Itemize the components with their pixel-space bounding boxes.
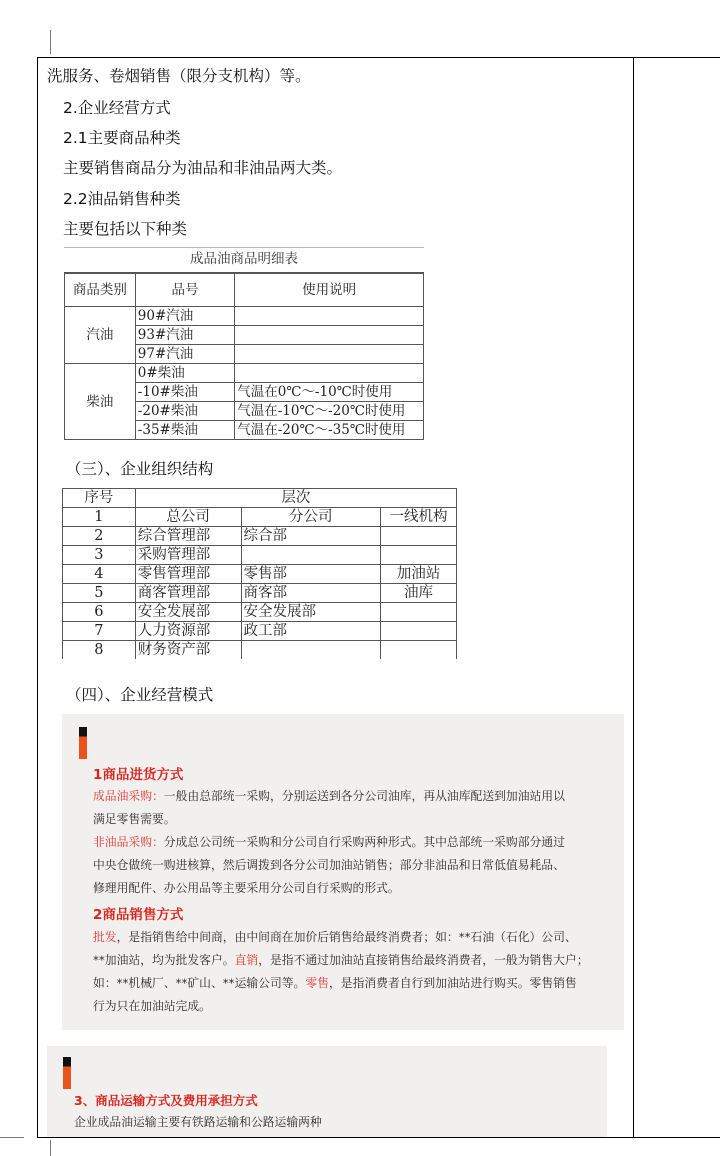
hq-dept: 采购管理部 (135, 546, 241, 565)
subheader-frontline: 一线机构 (381, 508, 457, 527)
row-number: 3 (63, 546, 136, 565)
subheader-hq: 总公司 (135, 508, 241, 527)
branch-dept (241, 546, 381, 565)
branch-dept: 零售部 (241, 565, 381, 584)
text-nonfuel-purchase: 分成总公司统一采购和分公司自行采购两种形式。其中总部统一采购部分通过 (163, 835, 565, 849)
text-retail: ，是指消费者自行到加油站进行购买。零售销售 (328, 976, 577, 990)
text-direct-clients: 如：**机械厂、**矿山、**运输公司等。 (93, 976, 306, 990)
hq-dept: 安全发展部 (135, 603, 241, 622)
row-number: 6 (63, 603, 136, 622)
hq-dept: 商客管理部 (135, 584, 241, 603)
header-number: 序号 (63, 489, 136, 508)
card-line (93, 831, 565, 854)
header-level: 层次 (135, 489, 456, 508)
frame-left-rule (37, 57, 38, 1138)
subheader-number: 1 (63, 508, 136, 527)
header-category: 商品类别 (65, 274, 136, 307)
hq-dept: 零售管理部 (135, 565, 241, 584)
frame-top-rule (37, 57, 720, 58)
section-4-heading: （四）、企业经营模式 (66, 686, 214, 704)
card-title-purchase: 1商品进货方式 (93, 767, 184, 783)
product-table-caption: 成品油商品明细表 (64, 247, 424, 273)
crop-mark-left (0, 1137, 24, 1138)
intro-line: 洗服务、卷烟销售（限分支机构）等。 (47, 67, 311, 85)
row-number: 4 (63, 565, 136, 584)
card-line (93, 926, 577, 949)
label-direct: 直销 (234, 953, 259, 967)
branch-dept (241, 641, 381, 660)
frontline-unit (381, 641, 457, 660)
heading-2-2: 2.2油品销售种类 (63, 190, 181, 208)
heading-2: 2.企业经营方式 (63, 99, 171, 117)
frontline-unit (381, 603, 457, 622)
product-code: 90#汽油 (135, 307, 234, 326)
row-number: 8 (63, 641, 136, 660)
branch-dept: 安全发展部 (241, 603, 381, 622)
branch-dept: 政工部 (241, 622, 381, 641)
frontline-unit: 加油站 (381, 565, 457, 584)
frontline-unit: 油库 (381, 584, 457, 603)
accent-bar (63, 1057, 71, 1089)
frame-right-rule (633, 57, 634, 1138)
product-note (235, 326, 424, 345)
header-usage: 使用说明 (235, 274, 424, 307)
card-line: 满足零售需要。 (93, 812, 176, 826)
category-diesel: 柴油 (65, 364, 136, 440)
paragraph-2-2: 主要包括以下种类 (63, 220, 188, 238)
branch-dept: 综合部 (241, 527, 381, 546)
crop-mark-bottom (50, 1140, 51, 1156)
card-title-sales: 2商品销售方式 (93, 907, 184, 923)
product-code: 97#汽油 (135, 345, 234, 364)
accent-bar (79, 727, 87, 759)
business-model-card (62, 714, 624, 1030)
row-number: 2 (63, 527, 136, 546)
label-wholesale: 批发 (93, 930, 117, 944)
header-code: 品号 (135, 274, 234, 307)
frontline-unit (381, 546, 457, 565)
product-note: 气温在-20℃～-35℃时使用 (235, 421, 424, 440)
product-code: -10#柴油 (135, 383, 234, 402)
text-direct: ，是指不通过加油站直接销售给最终消费者，一般为销售大户； (258, 953, 589, 967)
transport-card (47, 1046, 607, 1137)
card-line (93, 949, 589, 972)
label-fuel-purchase: 成品油采购： (93, 789, 164, 803)
hq-dept: 财务资产部 (135, 641, 241, 660)
product-code: 0#柴油 (135, 364, 234, 383)
text-fuel-purchase: 一般由总部统一采购，分别运送到各分公司油库，再从油库配送到加油站用以 (163, 789, 565, 803)
product-table-grid (64, 273, 424, 440)
hq-dept: 人力资源部 (135, 622, 241, 641)
product-table (64, 247, 424, 440)
row-number: 7 (63, 622, 136, 641)
category-gasoline: 汽油 (65, 307, 136, 364)
product-code: -20#柴油 (135, 402, 234, 421)
card-line: 中央仓做统一购进核算，然后调拨到各分公司加油站销售；部分非油品和日常低值易耗品、 (93, 858, 565, 872)
card-title-transport: 3、商品运输方式及费用承担方式 (74, 1093, 258, 1108)
heading-2-1: 2.1主要商品种类 (63, 129, 181, 147)
product-code: 93#汽油 (135, 326, 234, 345)
frame-bottom-rule (37, 1137, 720, 1138)
subheader-branch: 分公司 (241, 508, 381, 527)
card-line: 企业成品油运输主要有铁路运输和公路运输两种 (74, 1115, 322, 1129)
label-nonfuel-purchase: 非油品采购： (93, 835, 164, 849)
row-number: 5 (63, 584, 136, 603)
branch-dept: 商客部 (241, 584, 381, 603)
card-line: 修理用配件、办公用品等主要采用分公司自行采购的形式。 (93, 881, 400, 895)
product-note (235, 307, 424, 326)
card-line (93, 785, 565, 808)
hq-dept: 综合管理部 (135, 527, 241, 546)
frontline-unit (381, 622, 457, 641)
card-line: 行为只在加油站完成。 (93, 999, 211, 1013)
frontline-unit (381, 527, 457, 546)
label-retail: 零售 (305, 976, 329, 990)
product-note: 气温在-10℃～-20℃时使用 (235, 402, 424, 421)
product-note (235, 345, 424, 364)
text-wholesale-clients: **加油站，均为批发客户。 (93, 953, 235, 967)
org-structure-table (62, 488, 457, 659)
product-note (235, 364, 424, 383)
text-wholesale: ，是指销售给中间商，由中间商在加价后销售给最终消费者；如：**石油（石化）公司、 (116, 930, 577, 944)
product-note: 气温在0℃～-10℃时使用 (235, 383, 424, 402)
product-code: -35#柴油 (135, 421, 234, 440)
card-line (93, 972, 577, 995)
paragraph-2-1: 主要销售商品分为油品和非油品两大类。 (63, 159, 343, 177)
section-3-heading: （三）、企业组织结构 (66, 460, 214, 478)
crop-mark-top (50, 30, 51, 54)
